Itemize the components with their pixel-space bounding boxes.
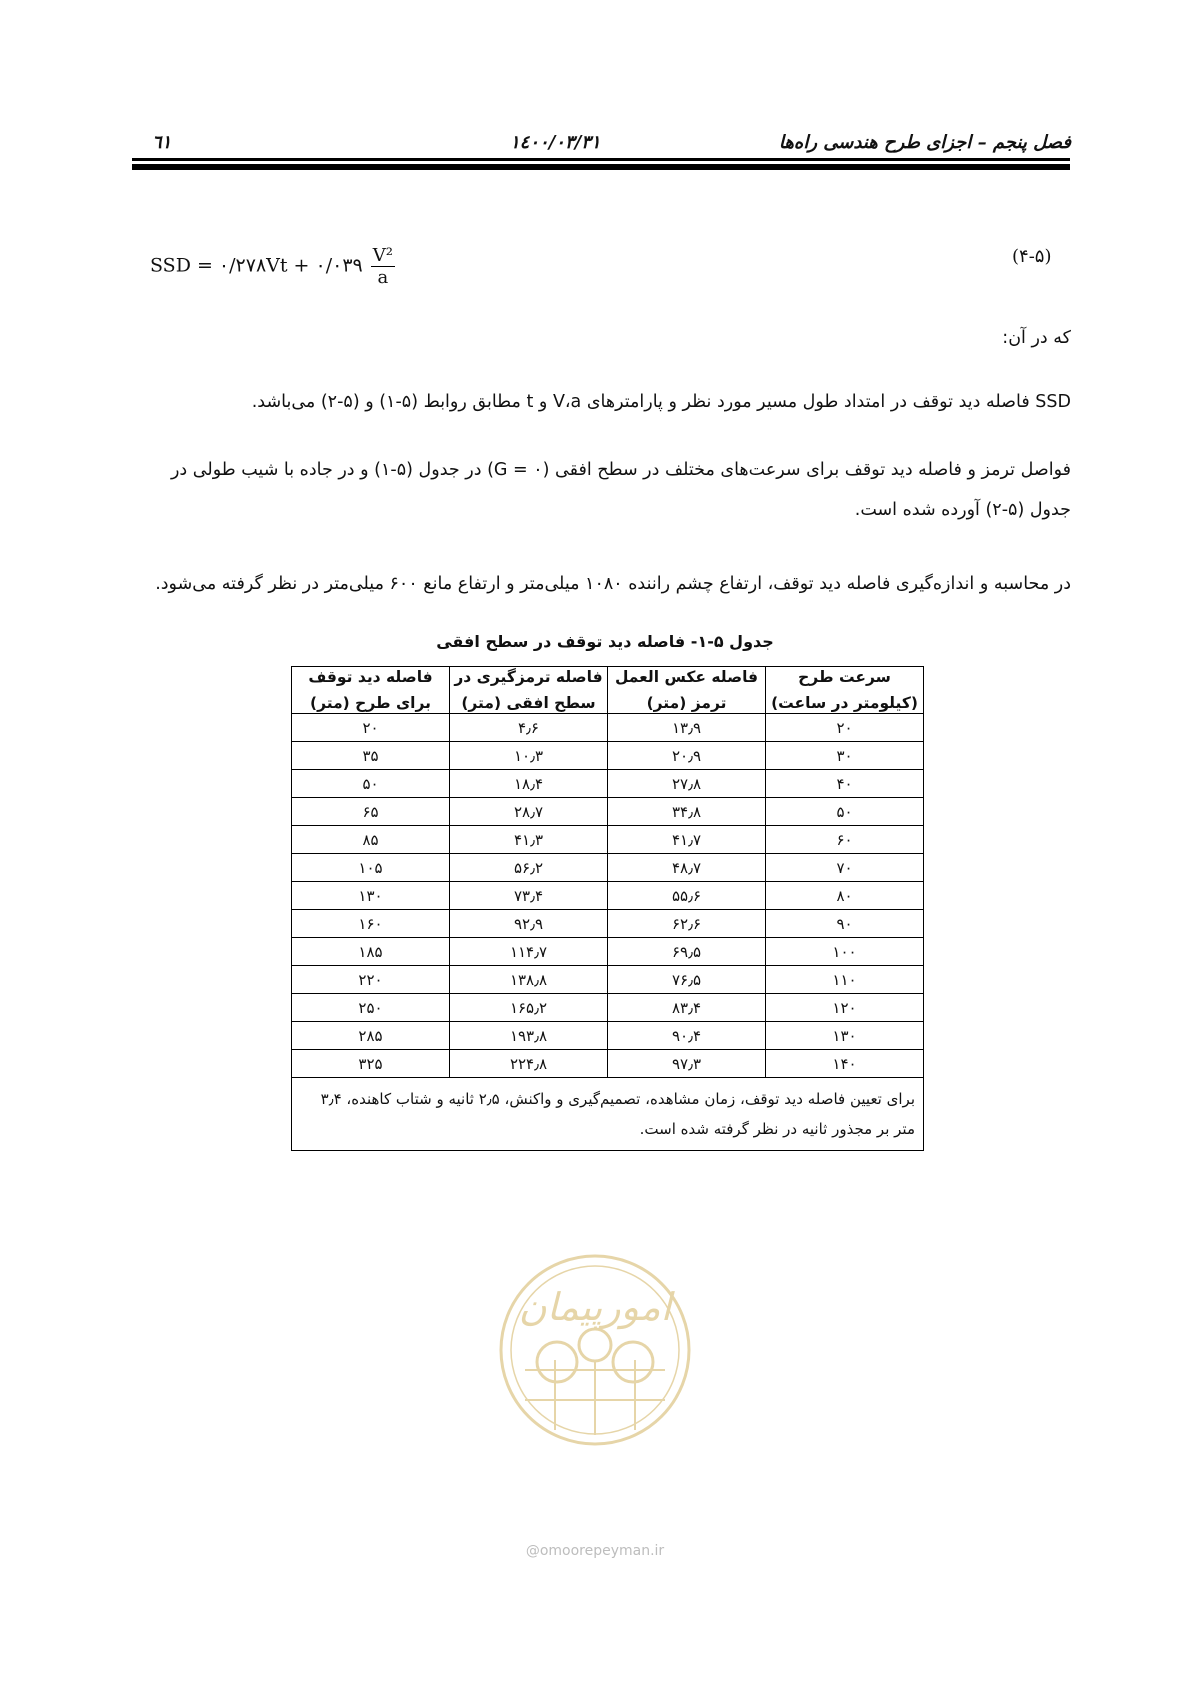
- equation-number: (۴-۵): [1012, 246, 1052, 267]
- cell-reaction: ۷۶٫۵: [608, 966, 766, 994]
- table-row: [292, 910, 924, 938]
- cell-braking: ۱۰٫۳: [450, 742, 608, 770]
- watermark-logo-text: امورپیمان: [518, 1285, 672, 1329]
- cell-speed: ۱۰۰: [766, 938, 924, 966]
- cell-speed: ۹۰: [766, 910, 924, 938]
- table-row: [292, 966, 924, 994]
- stopping-sight-distance-table: [291, 666, 924, 1151]
- header-line: سطح افقی (متر): [461, 694, 596, 712]
- cell-reaction: ۶۲٫۶: [608, 910, 766, 938]
- cell-braking: ۵۶٫۲: [450, 854, 608, 882]
- header-line: فاصله ترمزگیری در: [454, 668, 603, 686]
- cell-reaction: ۹۷٫۳: [608, 1050, 766, 1078]
- cell-braking: ۲۲۴٫۸: [450, 1050, 608, 1078]
- table-row: [292, 1050, 924, 1078]
- formula-lhs: SSD = ۰/۲۷۸Vt + ۰/۰۳۹: [150, 254, 363, 277]
- cell-ssd: ۳۲۵: [292, 1050, 450, 1078]
- cell-reaction: ۴۸٫۷: [608, 854, 766, 882]
- header-line: فاصله عکس العمل: [614, 668, 759, 686]
- table-note: برای تعیین فاصله دید توقف، زمان مشاهده، تصمیم‌گیری و واکنش، ۲٫۵ ثانیه و شتاب کاهنده، ۳٫۴ متر بر مجذور ثانیه در نظر گرفته شده است.: [292, 1078, 924, 1151]
- cell-reaction: ۴۱٫۷: [608, 826, 766, 854]
- para-where: که در آن:: [1002, 328, 1071, 348]
- cell-reaction: ۵۵٫۶: [608, 882, 766, 910]
- cell-ssd: ۲۰: [292, 714, 450, 742]
- cell-speed: ۱۴۰: [766, 1050, 924, 1078]
- cell-speed: ۶۰: [766, 826, 924, 854]
- cell-braking: ۱۸٫۴: [450, 770, 608, 798]
- para-eye-height: در محاسبه و اندازه‌گیری فاصله دید توقف، ارتفاع چشم راننده ۱۰۸۰ میلی‌متر و ارتفاع مانع ۶۰۰ میلی‌متر در نظر گرفته می‌شود.: [155, 574, 1071, 594]
- table-row: [292, 714, 924, 742]
- header-rule-thin: [132, 158, 1070, 161]
- cell-speed: ۵۰: [766, 798, 924, 826]
- cell-reaction: ۲۰٫۹: [608, 742, 766, 770]
- cell-ssd: ۵۰: [292, 770, 450, 798]
- cell-reaction: ۸۳٫۴: [608, 994, 766, 1022]
- cell-speed: ۲۰: [766, 714, 924, 742]
- cell-braking: ۱۹۳٫۸: [450, 1022, 608, 1050]
- table-row: [292, 1022, 924, 1050]
- cell-reaction: ۳۴٫۸: [608, 798, 766, 826]
- cell-braking: ۴۱٫۳: [450, 826, 608, 854]
- cell-braking: ۷۳٫۴: [450, 882, 608, 910]
- ssd-formula: [150, 245, 395, 288]
- cell-speed: ۱۱۰: [766, 966, 924, 994]
- cell-reaction: ۲۷٫۸: [608, 770, 766, 798]
- cell-braking: ۱۶۵٫۲: [450, 994, 608, 1022]
- table-caption: جدول ۵-۱- فاصله دید توقف در سطح افقی: [436, 632, 774, 651]
- page-number: ٦١: [152, 132, 172, 153]
- table-row: [292, 854, 924, 882]
- cell-ssd: ۶۵: [292, 798, 450, 826]
- header-reaction-distance: [608, 667, 766, 714]
- header-line: برای طرح (متر): [310, 694, 431, 712]
- table-row: [292, 994, 924, 1022]
- table-row: [292, 770, 924, 798]
- cell-reaction: ۶۹٫۵: [608, 938, 766, 966]
- cell-reaction: ۹۰٫۴: [608, 1022, 766, 1050]
- table-row: [292, 938, 924, 966]
- cell-braking: ۴٫۶: [450, 714, 608, 742]
- cell-ssd: ۸۵: [292, 826, 450, 854]
- header-date: ۱٤۰۰/۰۳/۳۱: [510, 132, 601, 153]
- header-rule-thick: [132, 164, 1070, 170]
- table-row: [292, 798, 924, 826]
- cell-speed: ۴۰: [766, 770, 924, 798]
- cell-ssd: ۱۸۵: [292, 938, 450, 966]
- cell-speed: ۳۰: [766, 742, 924, 770]
- chapter-title: فصل پنجم – اجزای طرح هندسی راه‌ها: [778, 132, 1071, 153]
- cell-braking: ۹۲٫۹: [450, 910, 608, 938]
- cell-braking: ۱۱۴٫۷: [450, 938, 608, 966]
- cell-ssd: ۱۶۰: [292, 910, 450, 938]
- table-header-row: [292, 667, 924, 714]
- cell-speed: ۸۰: [766, 882, 924, 910]
- formula-denominator: a: [377, 267, 389, 288]
- cell-ssd: ۲۸۵: [292, 1022, 450, 1050]
- cell-ssd: ۱۳۰: [292, 882, 450, 910]
- cell-speed: ۱۳۰: [766, 1022, 924, 1050]
- header-line: فاصله دید توقف: [308, 668, 433, 686]
- table-note-row: [292, 1078, 924, 1151]
- table-row: [292, 882, 924, 910]
- cell-braking: ۱۳۸٫۸: [450, 966, 608, 994]
- cell-ssd: ۱۰۵: [292, 854, 450, 882]
- header-line: ترمز (متر): [646, 694, 727, 712]
- formula-fraction: [371, 245, 395, 288]
- cell-ssd: ۲۵۰: [292, 994, 450, 1022]
- para-braking-distances: فواصل ترمز و فاصله دید توقف برای سرعت‌های مختلف در سطح افقی (G = ۰) در جدول (۵-۱) و در جاده با شیب طولی در جدول (۵-۲) آورده شده است.: [170, 460, 1071, 520]
- formula-numerator: V²: [372, 245, 393, 266]
- para-ssd-definition: SSD فاصله دید توقف در امتداد طول مسیر مورد نظر و پارامترهای V،a و t مطابق روابط (۵-۱) و (۵-۲) می‌باشد.: [251, 392, 1071, 412]
- header-stopping-sight-distance: [292, 667, 450, 714]
- cell-reaction: ۱۳٫۹: [608, 714, 766, 742]
- header-design-speed: [766, 667, 924, 714]
- table-row: [292, 742, 924, 770]
- cell-speed: ۱۲۰: [766, 994, 924, 1022]
- header-line: (کیلومتر در ساعت): [771, 694, 918, 712]
- cell-ssd: ۳۵: [292, 742, 450, 770]
- header-braking-distance: [450, 667, 608, 714]
- cell-braking: ۲۸٫۷: [450, 798, 608, 826]
- cell-ssd: ۲۲۰: [292, 966, 450, 994]
- header-line: سرعت طرح: [798, 668, 891, 686]
- watermark-logo: [495, 1250, 695, 1450]
- watermark-site: @omoorepeyman.ir: [525, 1543, 665, 1559]
- table-row: [292, 826, 924, 854]
- cell-speed: ۷۰: [766, 854, 924, 882]
